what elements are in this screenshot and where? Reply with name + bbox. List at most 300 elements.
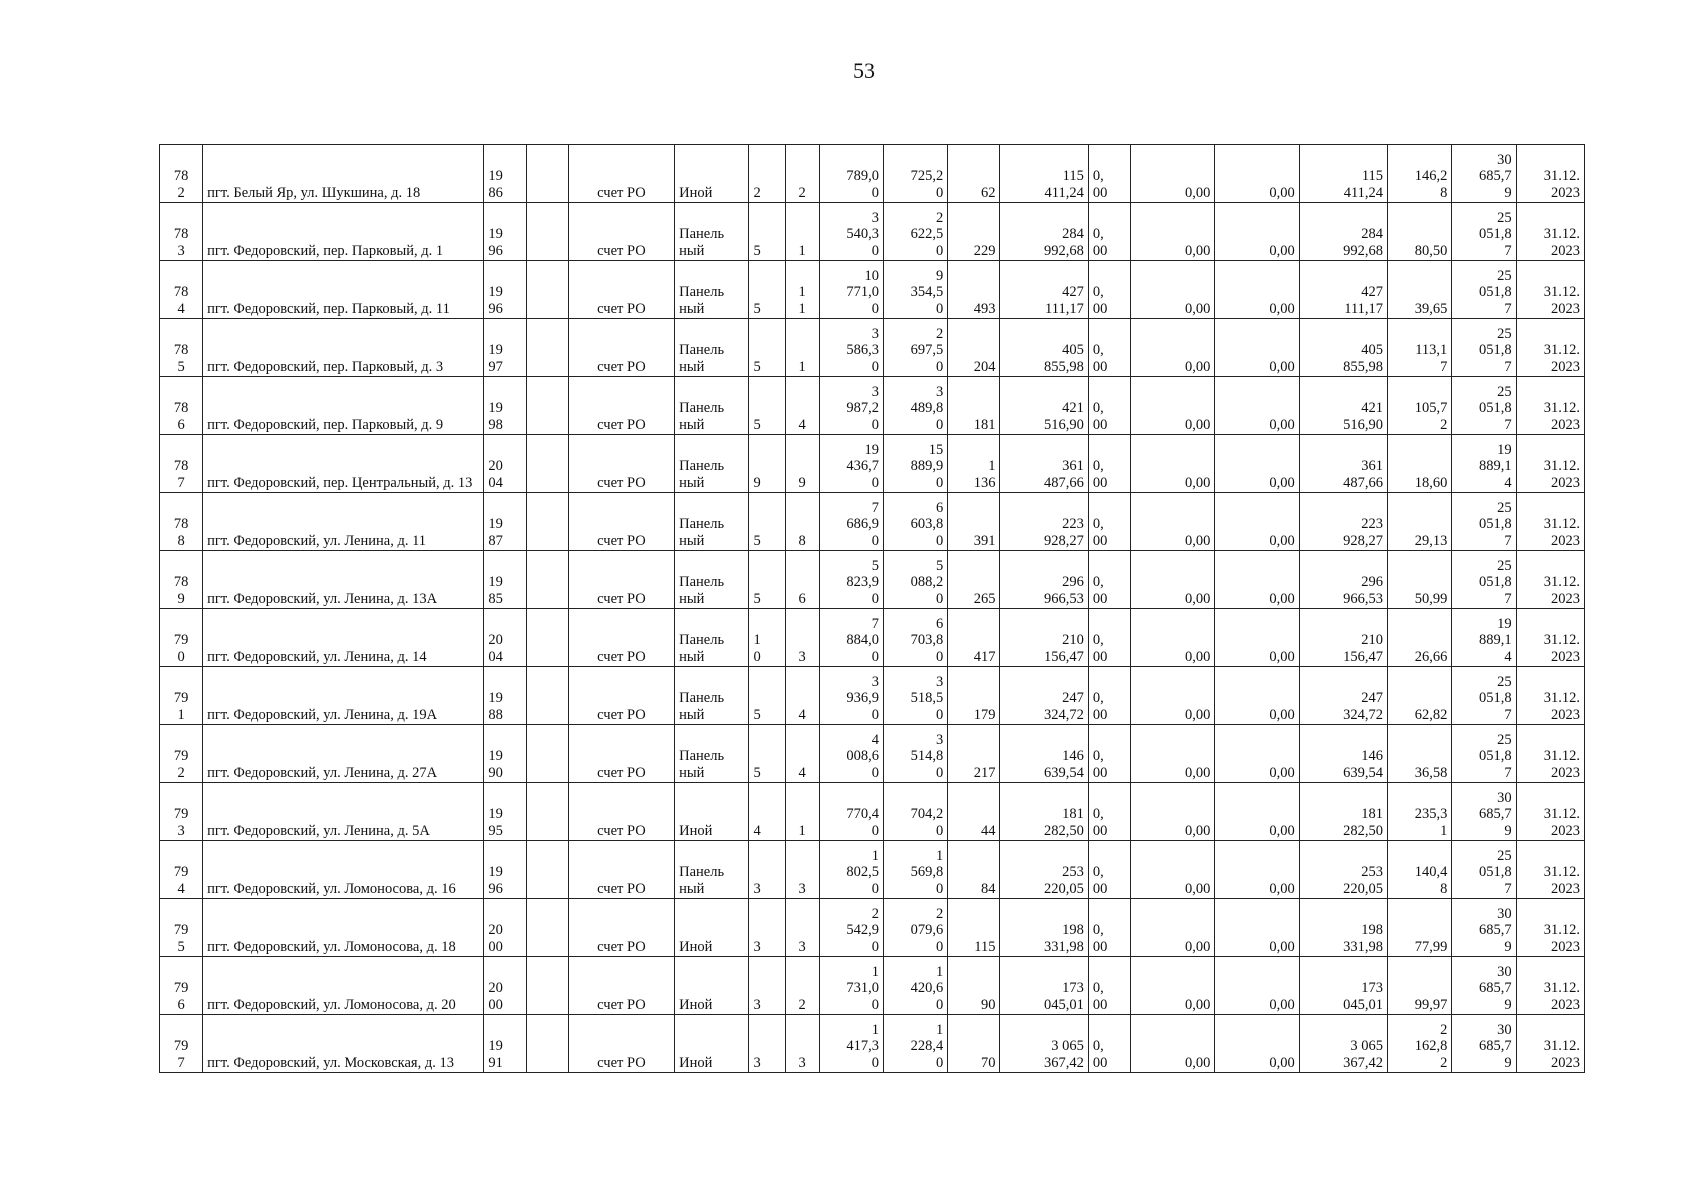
- material-cell: Панель ный: [675, 725, 749, 783]
- fund1-cell: 0, 00: [1088, 203, 1130, 261]
- empty-cell: [526, 957, 568, 1015]
- fund4-cell: 361 487,66: [1299, 435, 1387, 493]
- deadline-cell: 31.12. 2023: [1516, 725, 1584, 783]
- empty-cell: [526, 203, 568, 261]
- floors-cell: 3: [749, 957, 785, 1015]
- living-area-cell: 3 514,8 0: [883, 725, 947, 783]
- material-cell: Панель ный: [675, 551, 749, 609]
- residents-cell: 417: [948, 609, 1000, 667]
- fund3-cell: 0,00: [1215, 957, 1299, 1015]
- limit-cost-cell: 25 051,8 7: [1452, 261, 1516, 319]
- empty-cell: [526, 899, 568, 957]
- residents-cell: 90: [948, 957, 1000, 1015]
- unit-cost-cell: 113,1 7: [1388, 319, 1452, 377]
- fund-cell: счет РО: [568, 261, 674, 319]
- table-row: [160, 261, 1585, 319]
- empty-cell: [526, 261, 568, 319]
- fund3-cell: 0,00: [1215, 1015, 1299, 1073]
- table-row: [160, 609, 1585, 667]
- row-number: 79 7: [160, 1015, 203, 1073]
- table-row: [160, 551, 1585, 609]
- unit-cost-cell: 26,66: [1388, 609, 1452, 667]
- fund-cell: счет РО: [568, 899, 674, 957]
- deadline-cell: 31.12. 2023: [1516, 957, 1584, 1015]
- material-cell: Панель ный: [675, 493, 749, 551]
- entrances-cell: 1: [785, 783, 819, 841]
- residents-cell: 181: [948, 377, 1000, 435]
- unit-cost-cell: 39,65: [1388, 261, 1452, 319]
- fund1-cell: 0, 00: [1088, 377, 1130, 435]
- floors-cell: 9: [749, 435, 785, 493]
- living-area-cell: 2 079,6 0: [883, 899, 947, 957]
- fund2-cell: 0,00: [1131, 435, 1215, 493]
- fund3-cell: 0,00: [1215, 145, 1299, 203]
- fund4-cell: 3 065 367,42: [1299, 1015, 1387, 1073]
- fund3-cell: 0,00: [1215, 783, 1299, 841]
- fund3-cell: 0,00: [1215, 551, 1299, 609]
- limit-cost-cell: 25 051,8 7: [1452, 319, 1516, 377]
- deadline-cell: 31.12. 2023: [1516, 261, 1584, 319]
- year-cell: 19 86: [484, 145, 526, 203]
- table-body: [160, 145, 1585, 1073]
- total-cost-cell: 3 065 367,42: [1000, 1015, 1088, 1073]
- entrances-cell: 3: [785, 1015, 819, 1073]
- residents-cell: 44: [948, 783, 1000, 841]
- fund4-cell: 284 992,68: [1299, 203, 1387, 261]
- fund-cell: счет РО: [568, 145, 674, 203]
- total-cost-cell: 421 516,90: [1000, 377, 1088, 435]
- address-cell: пгт. Федоровский, пер. Парковый, д. 9: [203, 377, 484, 435]
- address-cell: пгт. Федоровский, ул. Московская, д. 13: [203, 1015, 484, 1073]
- entrances-cell: 3: [785, 899, 819, 957]
- total-area-cell: 7 884,0 0: [819, 609, 883, 667]
- address-cell: пгт. Федоровский, ул. Ленина, д. 5А: [203, 783, 484, 841]
- year-cell: 20 04: [484, 435, 526, 493]
- row-number: 78 3: [160, 203, 203, 261]
- entrances-cell: 2: [785, 957, 819, 1015]
- total-area-cell: 3 540,3 0: [819, 203, 883, 261]
- year-cell: 19 97: [484, 319, 526, 377]
- material-cell: Иной: [675, 145, 749, 203]
- table-row: [160, 377, 1585, 435]
- fund-cell: счет РО: [568, 319, 674, 377]
- residents-cell: 62: [948, 145, 1000, 203]
- total-cost-cell: 223 928,27: [1000, 493, 1088, 551]
- fund2-cell: 0,00: [1131, 957, 1215, 1015]
- year-cell: 19 96: [484, 203, 526, 261]
- fund-cell: счет РО: [568, 203, 674, 261]
- floors-cell: 5: [749, 725, 785, 783]
- unit-cost-cell: 2 162,8 2: [1388, 1015, 1452, 1073]
- empty-cell: [526, 493, 568, 551]
- row-number: 79 6: [160, 957, 203, 1015]
- deadline-cell: 31.12. 2023: [1516, 203, 1584, 261]
- limit-cost-cell: 30 685,7 9: [1452, 783, 1516, 841]
- total-cost-cell: 361 487,66: [1000, 435, 1088, 493]
- limit-cost-cell: 25 051,8 7: [1452, 551, 1516, 609]
- entrances-cell: 3: [785, 609, 819, 667]
- living-area-cell: 3 518,5 0: [883, 667, 947, 725]
- table-row: [160, 725, 1585, 783]
- row-number: 79 0: [160, 609, 203, 667]
- year-cell: 19 98: [484, 377, 526, 435]
- unit-cost-cell: 99,97: [1388, 957, 1452, 1015]
- total-cost-cell: 210 156,47: [1000, 609, 1088, 667]
- fund2-cell: 0,00: [1131, 841, 1215, 899]
- fund4-cell: 181 282,50: [1299, 783, 1387, 841]
- fund2-cell: 0,00: [1131, 725, 1215, 783]
- fund3-cell: 0,00: [1215, 319, 1299, 377]
- unit-cost-cell: 36,58: [1388, 725, 1452, 783]
- total-cost-cell: 296 966,53: [1000, 551, 1088, 609]
- living-area-cell: 725,2 0: [883, 145, 947, 203]
- fund-cell: счет РО: [568, 957, 674, 1015]
- entrances-cell: 1: [785, 203, 819, 261]
- fund2-cell: 0,00: [1131, 609, 1215, 667]
- total-area-cell: 3 586,3 0: [819, 319, 883, 377]
- entrances-cell: 4: [785, 377, 819, 435]
- row-number: 78 8: [160, 493, 203, 551]
- deadline-cell: 31.12. 2023: [1516, 899, 1584, 957]
- material-cell: Панель ный: [675, 203, 749, 261]
- total-area-cell: 5 823,9 0: [819, 551, 883, 609]
- residents-cell: 493: [948, 261, 1000, 319]
- total-area-cell: 7 686,9 0: [819, 493, 883, 551]
- entrances-cell: 4: [785, 667, 819, 725]
- deadline-cell: 31.12. 2023: [1516, 609, 1584, 667]
- total-area-cell: 3 936,9 0: [819, 667, 883, 725]
- material-cell: Панель ный: [675, 841, 749, 899]
- fund4-cell: 253 220,05: [1299, 841, 1387, 899]
- fund4-cell: 173 045,01: [1299, 957, 1387, 1015]
- entrances-cell: 8: [785, 493, 819, 551]
- fund4-cell: 210 156,47: [1299, 609, 1387, 667]
- page-number: 53: [853, 58, 875, 83]
- fund4-cell: 146 639,54: [1299, 725, 1387, 783]
- limit-cost-cell: 25 051,8 7: [1452, 667, 1516, 725]
- empty-cell: [526, 319, 568, 377]
- table-row: [160, 319, 1585, 377]
- fund-cell: счет РО: [568, 377, 674, 435]
- entrances-cell: 4: [785, 725, 819, 783]
- floors-cell: 5: [749, 261, 785, 319]
- living-area-cell: 15 889,9 0: [883, 435, 947, 493]
- total-area-cell: 1 731,0 0: [819, 957, 883, 1015]
- table-row: [160, 841, 1585, 899]
- floors-cell: 2: [749, 145, 785, 203]
- empty-cell: [526, 725, 568, 783]
- deadline-cell: 31.12. 2023: [1516, 435, 1584, 493]
- year-cell: 19 88: [484, 667, 526, 725]
- material-cell: Панель ный: [675, 261, 749, 319]
- floors-cell: 3: [749, 841, 785, 899]
- year-cell: 19 85: [484, 551, 526, 609]
- material-cell: Панель ный: [675, 609, 749, 667]
- table-row: [160, 899, 1585, 957]
- fund-cell: счет РО: [568, 435, 674, 493]
- fund-cell: счет РО: [568, 493, 674, 551]
- floors-cell: 3: [749, 899, 785, 957]
- year-cell: 19 95: [484, 783, 526, 841]
- floors-cell: 5: [749, 319, 785, 377]
- row-number: 78 4: [160, 261, 203, 319]
- living-area-cell: 5 088,2 0: [883, 551, 947, 609]
- deadline-cell: 31.12. 2023: [1516, 783, 1584, 841]
- floors-cell: 4: [749, 783, 785, 841]
- address-cell: пгт. Федоровский, пер. Парковый, д. 3: [203, 319, 484, 377]
- total-area-cell: 1 417,3 0: [819, 1015, 883, 1073]
- fund1-cell: 0, 00: [1088, 899, 1130, 957]
- fund-cell: счет РО: [568, 841, 674, 899]
- fund2-cell: 0,00: [1131, 493, 1215, 551]
- residents-cell: 115: [948, 899, 1000, 957]
- address-cell: пгт. Федоровский, пер. Парковый, д. 1: [203, 203, 484, 261]
- fund3-cell: 0,00: [1215, 667, 1299, 725]
- limit-cost-cell: 30 685,7 9: [1452, 1015, 1516, 1073]
- total-cost-cell: 284 992,68: [1000, 203, 1088, 261]
- fund2-cell: 0,00: [1131, 783, 1215, 841]
- empty-cell: [526, 145, 568, 203]
- deadline-cell: 31.12. 2023: [1516, 377, 1584, 435]
- fund1-cell: 0, 00: [1088, 667, 1130, 725]
- total-cost-cell: 181 282,50: [1000, 783, 1088, 841]
- address-cell: пгт. Федоровский, ул. Ленина, д. 27А: [203, 725, 484, 783]
- material-cell: Иной: [675, 783, 749, 841]
- fund2-cell: 0,00: [1131, 145, 1215, 203]
- table-row: [160, 1015, 1585, 1073]
- fund2-cell: 0,00: [1131, 319, 1215, 377]
- year-cell: 19 91: [484, 1015, 526, 1073]
- floors-cell: 5: [749, 551, 785, 609]
- limit-cost-cell: 25 051,8 7: [1452, 725, 1516, 783]
- row-number: 79 1: [160, 667, 203, 725]
- limit-cost-cell: 30 685,7 9: [1452, 899, 1516, 957]
- row-number: 79 5: [160, 899, 203, 957]
- empty-cell: [526, 841, 568, 899]
- fund4-cell: 427 111,17: [1299, 261, 1387, 319]
- row-number: 79 2: [160, 725, 203, 783]
- unit-cost-cell: 18,60: [1388, 435, 1452, 493]
- unit-cost-cell: 235,3 1: [1388, 783, 1452, 841]
- address-cell: пгт. Федоровский, ул. Ломоносова, д. 18: [203, 899, 484, 957]
- material-cell: Иной: [675, 957, 749, 1015]
- deadline-cell: 31.12. 2023: [1516, 551, 1584, 609]
- total-area-cell: 10 771,0 0: [819, 261, 883, 319]
- living-area-cell: 2 622,5 0: [883, 203, 947, 261]
- total-cost-cell: 247 324,72: [1000, 667, 1088, 725]
- total-cost-cell: 405 855,98: [1000, 319, 1088, 377]
- entrances-cell: 9: [785, 435, 819, 493]
- material-cell: Иной: [675, 1015, 749, 1073]
- limit-cost-cell: 25 051,8 7: [1452, 203, 1516, 261]
- year-cell: 20 00: [484, 899, 526, 957]
- fund3-cell: 0,00: [1215, 435, 1299, 493]
- deadline-cell: 31.12. 2023: [1516, 145, 1584, 203]
- residents-cell: 70: [948, 1015, 1000, 1073]
- total-cost-cell: 173 045,01: [1000, 957, 1088, 1015]
- total-area-cell: 2 542,9 0: [819, 899, 883, 957]
- total-cost-cell: 427 111,17: [1000, 261, 1088, 319]
- unit-cost-cell: 62,82: [1388, 667, 1452, 725]
- material-cell: Иной: [675, 899, 749, 957]
- limit-cost-cell: 30 685,7 9: [1452, 957, 1516, 1015]
- material-cell: Панель ный: [675, 667, 749, 725]
- empty-cell: [526, 377, 568, 435]
- fund4-cell: 115 411,24: [1299, 145, 1387, 203]
- total-cost-cell: 146 639,54: [1000, 725, 1088, 783]
- total-cost-cell: 253 220,05: [1000, 841, 1088, 899]
- entrances-cell: 6: [785, 551, 819, 609]
- table-row: [160, 435, 1585, 493]
- empty-cell: [526, 783, 568, 841]
- fund1-cell: 0, 00: [1088, 841, 1130, 899]
- floors-cell: 5: [749, 377, 785, 435]
- living-area-cell: 1 420,6 0: [883, 957, 947, 1015]
- fund3-cell: 0,00: [1215, 261, 1299, 319]
- unit-cost-cell: 140,4 8: [1388, 841, 1452, 899]
- fund1-cell: 0, 00: [1088, 145, 1130, 203]
- address-cell: пгт. Федоровский, пер. Центральный, д. 13: [203, 435, 484, 493]
- fund2-cell: 0,00: [1131, 261, 1215, 319]
- table-row: [160, 957, 1585, 1015]
- fund1-cell: 0, 00: [1088, 261, 1130, 319]
- address-cell: пгт. Федоровский, ул. Ленина, д. 13А: [203, 551, 484, 609]
- fund2-cell: 0,00: [1131, 899, 1215, 957]
- row-number: 79 3: [160, 783, 203, 841]
- total-area-cell: 770,4 0: [819, 783, 883, 841]
- floors-cell: 5: [749, 493, 785, 551]
- residents-cell: 217: [948, 725, 1000, 783]
- address-cell: пгт. Федоровский, ул. Ленина, д. 11: [203, 493, 484, 551]
- fund1-cell: 0, 00: [1088, 609, 1130, 667]
- row-number: 78 5: [160, 319, 203, 377]
- deadline-cell: 31.12. 2023: [1516, 319, 1584, 377]
- fund1-cell: 0, 00: [1088, 319, 1130, 377]
- year-cell: 19 96: [484, 841, 526, 899]
- row-number: 78 7: [160, 435, 203, 493]
- fund-cell: счет РО: [568, 725, 674, 783]
- fund-cell: счет РО: [568, 551, 674, 609]
- total-cost-cell: 198 331,98: [1000, 899, 1088, 957]
- fund3-cell: 0,00: [1215, 899, 1299, 957]
- residents-cell: 1 136: [948, 435, 1000, 493]
- limit-cost-cell: 25 051,8 7: [1452, 377, 1516, 435]
- empty-cell: [526, 435, 568, 493]
- floors-cell: 1 0: [749, 609, 785, 667]
- fund4-cell: 421 516,90: [1299, 377, 1387, 435]
- total-cost-cell: 115 411,24: [1000, 145, 1088, 203]
- fund3-cell: 0,00: [1215, 203, 1299, 261]
- fund1-cell: 0, 00: [1088, 1015, 1130, 1073]
- fund1-cell: 0, 00: [1088, 493, 1130, 551]
- living-area-cell: 6 703,8 0: [883, 609, 947, 667]
- fund1-cell: 0, 00: [1088, 551, 1130, 609]
- living-area-cell: 1 569,8 0: [883, 841, 947, 899]
- total-area-cell: 789,0 0: [819, 145, 883, 203]
- limit-cost-cell: 19 889,1 4: [1452, 435, 1516, 493]
- unit-cost-cell: 146,2 8: [1388, 145, 1452, 203]
- fund3-cell: 0,00: [1215, 725, 1299, 783]
- deadline-cell: 31.12. 2023: [1516, 667, 1584, 725]
- fund2-cell: 0,00: [1131, 1015, 1215, 1073]
- total-area-cell: 1 802,5 0: [819, 841, 883, 899]
- unit-cost-cell: 50,99: [1388, 551, 1452, 609]
- residents-cell: 265: [948, 551, 1000, 609]
- table-row: [160, 783, 1585, 841]
- material-cell: Панель ный: [675, 319, 749, 377]
- fund1-cell: 0, 00: [1088, 725, 1130, 783]
- material-cell: Панель ный: [675, 435, 749, 493]
- fund4-cell: 198 331,98: [1299, 899, 1387, 957]
- residents-cell: 391: [948, 493, 1000, 551]
- fund2-cell: 0,00: [1131, 667, 1215, 725]
- unit-cost-cell: 29,13: [1388, 493, 1452, 551]
- address-cell: пгт. Белый Яр, ул. Шукшина, д. 18: [203, 145, 484, 203]
- limit-cost-cell: 25 051,8 7: [1452, 841, 1516, 899]
- year-cell: 20 00: [484, 957, 526, 1015]
- fund4-cell: 223 928,27: [1299, 493, 1387, 551]
- year-cell: 19 87: [484, 493, 526, 551]
- empty-cell: [526, 667, 568, 725]
- address-cell: пгт. Федоровский, ул. Ленина, д. 14: [203, 609, 484, 667]
- fund4-cell: 405 855,98: [1299, 319, 1387, 377]
- row-number: 78 2: [160, 145, 203, 203]
- living-area-cell: 6 603,8 0: [883, 493, 947, 551]
- fund1-cell: 0, 00: [1088, 957, 1130, 1015]
- table-row: [160, 493, 1585, 551]
- fund1-cell: 0, 00: [1088, 435, 1130, 493]
- living-area-cell: 1 228,4 0: [883, 1015, 947, 1073]
- fund-cell: счет РО: [568, 1015, 674, 1073]
- floors-cell: 3: [749, 1015, 785, 1073]
- fund1-cell: 0, 00: [1088, 783, 1130, 841]
- year-cell: 20 04: [484, 609, 526, 667]
- residents-cell: 204: [948, 319, 1000, 377]
- limit-cost-cell: 25 051,8 7: [1452, 493, 1516, 551]
- residents-cell: 179: [948, 667, 1000, 725]
- entrances-cell: 3: [785, 841, 819, 899]
- deadline-cell: 31.12. 2023: [1516, 1015, 1584, 1073]
- total-area-cell: 4 008,6 0: [819, 725, 883, 783]
- entrances-cell: 1 1: [785, 261, 819, 319]
- entrances-cell: 1: [785, 319, 819, 377]
- unit-cost-cell: 105,7 2: [1388, 377, 1452, 435]
- total-area-cell: 3 987,2 0: [819, 377, 883, 435]
- fund3-cell: 0,00: [1215, 377, 1299, 435]
- address-cell: пгт. Федоровский, ул. Ломоносова, д. 20: [203, 957, 484, 1015]
- floors-cell: 5: [749, 667, 785, 725]
- deadline-cell: 31.12. 2023: [1516, 493, 1584, 551]
- fund4-cell: 247 324,72: [1299, 667, 1387, 725]
- address-cell: пгт. Федоровский, пер. Парковый, д. 11: [203, 261, 484, 319]
- fund3-cell: 0,00: [1215, 493, 1299, 551]
- fund3-cell: 0,00: [1215, 609, 1299, 667]
- deadline-cell: 31.12. 2023: [1516, 841, 1584, 899]
- fund2-cell: 0,00: [1131, 377, 1215, 435]
- table-row: [160, 145, 1585, 203]
- fund-cell: счет РО: [568, 609, 674, 667]
- fund-cell: счет РО: [568, 783, 674, 841]
- limit-cost-cell: 19 889,1 4: [1452, 609, 1516, 667]
- fund2-cell: 0,00: [1131, 203, 1215, 261]
- address-cell: пгт. Федоровский, ул. Ленина, д. 19А: [203, 667, 484, 725]
- empty-cell: [526, 609, 568, 667]
- living-area-cell: 704,2 0: [883, 783, 947, 841]
- year-cell: 19 96: [484, 261, 526, 319]
- empty-cell: [526, 1015, 568, 1073]
- total-area-cell: 19 436,7 0: [819, 435, 883, 493]
- table-row: [160, 203, 1585, 261]
